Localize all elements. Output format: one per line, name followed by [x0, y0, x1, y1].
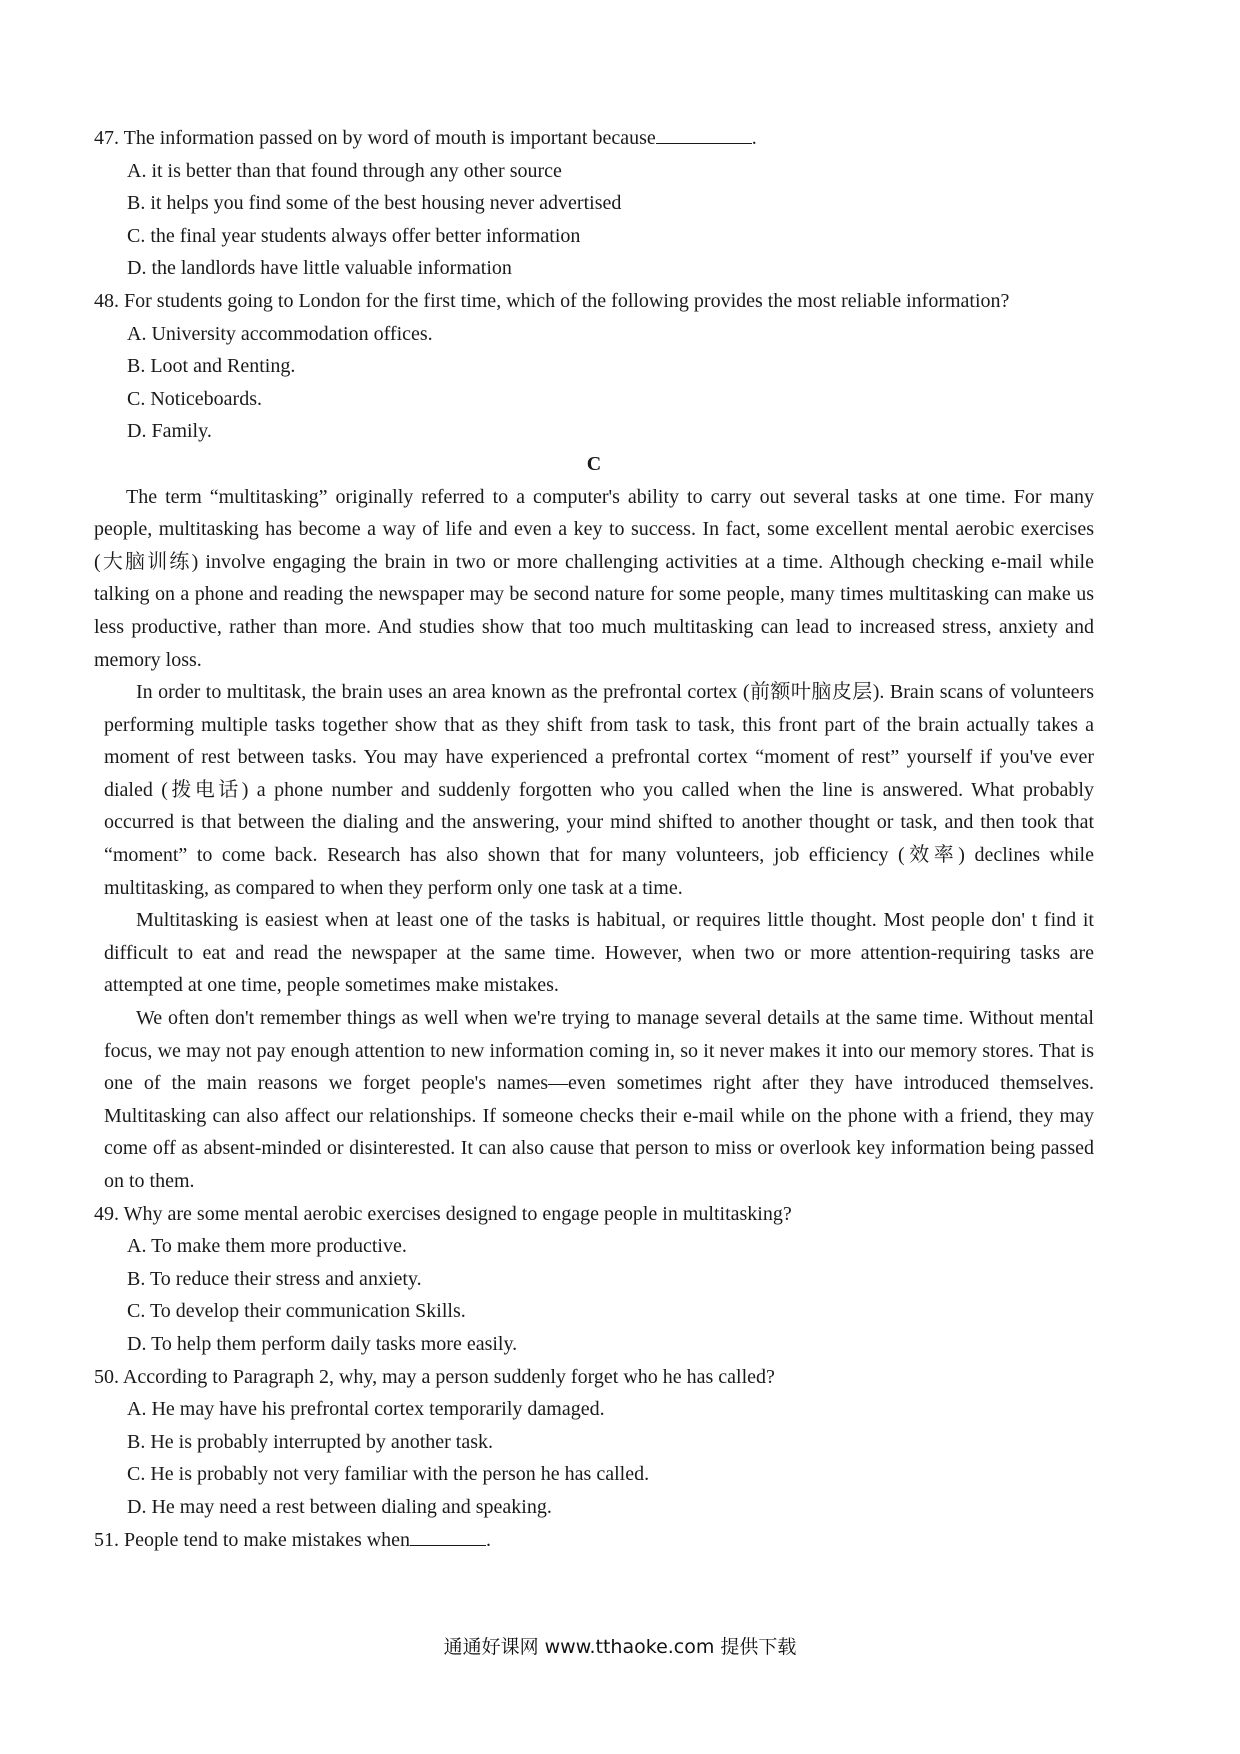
q49-option-b: B. To reduce their stress and anxiety. — [127, 1267, 422, 1290]
q50-option-c: C. He is probably not very familiar with the person he has called. — [127, 1463, 650, 1486]
q47-option-d: D. the landlords have little valuable information — [127, 257, 512, 280]
question-51 — [94, 1524, 1094, 1557]
q50-option-a: A. He may have his prefrontal cortex temporarily damaged. — [127, 1398, 605, 1421]
q48-option-a: A. University accommodation offices. — [127, 322, 433, 345]
question-49: 49. Why are some mental aerobic exercises designed to engage people in multitasking? — [94, 1202, 792, 1225]
document-page — [94, 122, 1094, 1556]
q48-option-c: C. Noticeboards. — [127, 387, 262, 410]
q49-option-d: D. To help them perform daily tasks more easily. — [127, 1332, 518, 1355]
question-51-end: . — [486, 1528, 492, 1551]
question-50: 50. According to Paragraph 2, why, may a person suddenly forget who he has called? — [94, 1365, 775, 1388]
question-47 — [94, 122, 1094, 155]
q47-option-a: A. it is better than that found through any other source — [127, 159, 562, 182]
q50-option-b: B. He is probably interrupted by another task. — [127, 1430, 494, 1453]
question-48: 48. For students going to London for the first time, which of the following provides the most reliable information? — [94, 289, 1010, 312]
page-footer: 通通好课网 www.tthaoke.com 提供下载 — [443, 1636, 797, 1658]
passage-paragraph-1: The term “multitasking” originally referred to a computer's ability to carry out several tasks at one time. For many people, multitasking has become a way of life and even a key to success. In fact, some excellent mental aerobic exercises (大脑训练) involve engaging the brain in two or more challenging activities at a time. Although checking e-mail while talking on a phone and reading the newspaper may be second nature for some people, many times multitasking can make us less productive, rather than more. And studies show that too much multitasking can lead to increased stress, anxiety and memory loss. — [94, 485, 1094, 671]
q47-option-c: C. the final year students always offer better information — [127, 224, 581, 247]
passage-paragraph-3: Multitasking is easiest when at least one of the tasks is habitual, or requires little thought. Most people don' t find it difficult to eat and read the newspaper at the same time. However, when two or more attention-requiring tasks are attempted at one time, people sometimes make mistakes. — [104, 909, 1094, 997]
question-47-end: . — [751, 127, 757, 149]
section-label: C — [586, 452, 602, 475]
question-47-stem: 47. The information passed on by word of mouth is important because — [94, 127, 656, 149]
q50-option-d: D. He may need a rest between dialing and speaking. — [127, 1495, 552, 1518]
q49-option-c: C. To develop their communication Skills. — [127, 1300, 466, 1323]
answer-blank — [410, 1527, 486, 1546]
passage-paragraph-4: We often don't remember things as well when we're trying to manage several details at the same time. Without mental focus, we may not pay enough attention to new information coming in, so it never makes it into our memory stores. That is one of the main reasons we forget people's names—even sometimes right after they have introduced themselves. Multitasking can also affect our relationships. If someone checks their e-mail while on the phone with a friend, they may come off as absent-minded or disinterested. It can also cause that person to miss or overlook key information being passed on to them. — [104, 1007, 1094, 1192]
q48-option-b: B. Loot and Renting. — [127, 355, 296, 378]
q47-option-b: B. it helps you find some of the best housing never advertised — [127, 192, 622, 215]
q49-option-a: A. To make them more productive. — [127, 1235, 407, 1258]
question-51-stem: 51. People tend to make mistakes when — [94, 1528, 411, 1551]
answer-blank — [656, 125, 752, 144]
q48-option-d: D. Family. — [127, 420, 212, 443]
passage-paragraph-2: In order to multitask, the brain uses an area known as the prefrontal cortex (前额叶脑皮层). Brain scans of volunteers performing multiple tasks together show that as they shift from task to task, this front part of the brain actually takes a moment of rest between tasks. You may have experienced a prefrontal cortex “moment of rest” yourself if you've ever dialed (拨电话) a phone number and suddenly forgotten who you called when the line is answered. What probably occurred is that between the dialing and the answering, your mind shifted to another thought or task, and then took that “moment” to come back. Research has also shown that for many volunteers, job efficiency (效率) declines while multitasking, as compared to when they perform only one task at a time. — [104, 681, 1094, 899]
